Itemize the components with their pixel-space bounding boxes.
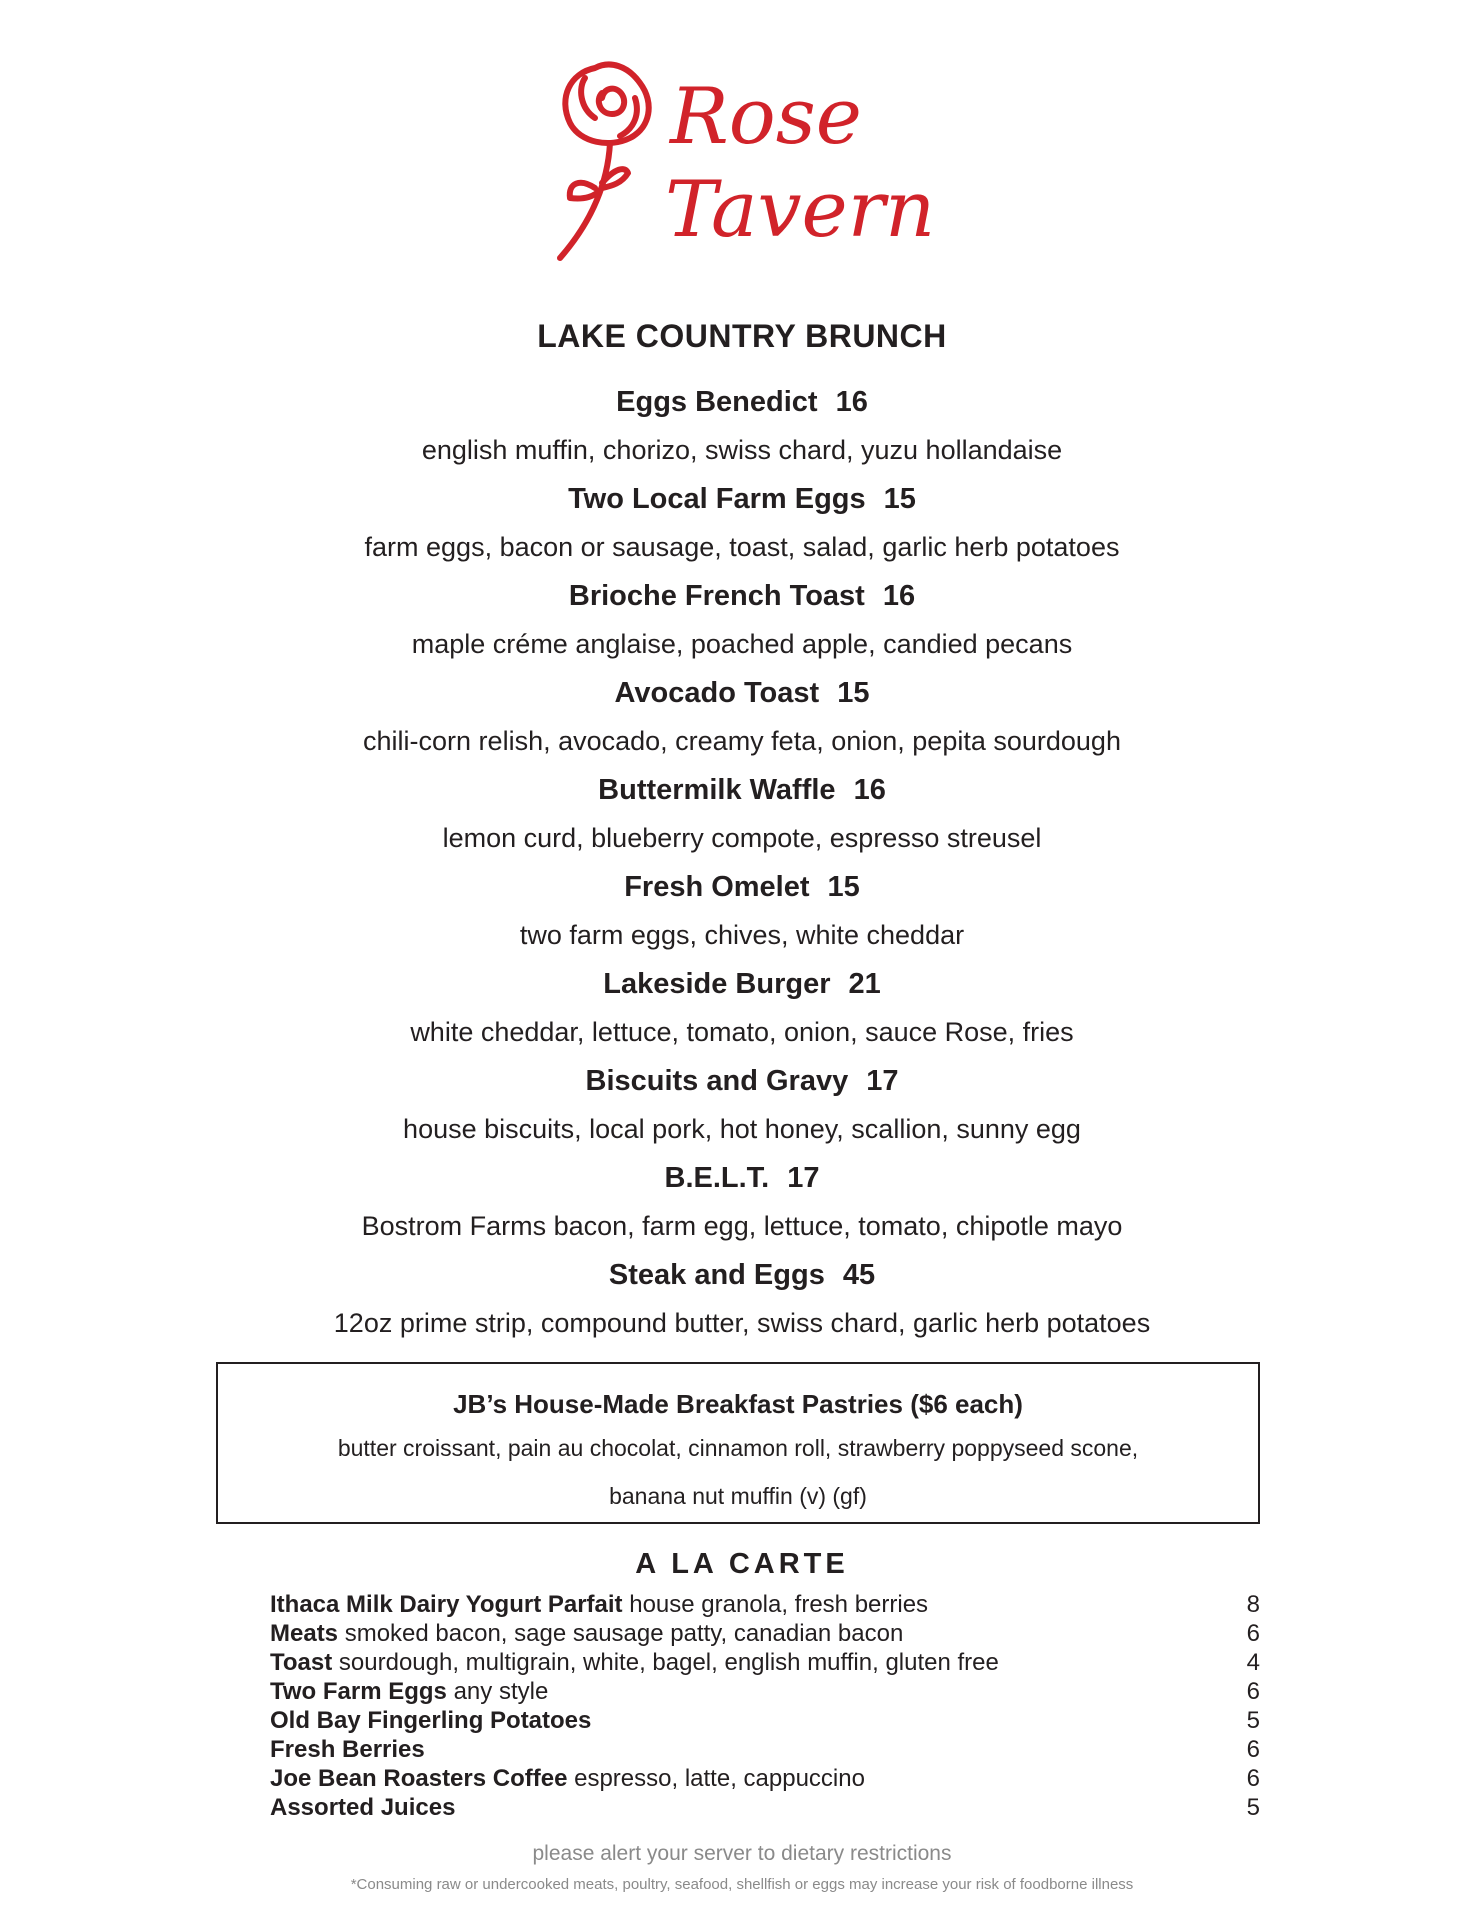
alc-item-detail: house granola, fresh berries — [629, 1591, 929, 1618]
item-description: house biscuits, local pork, hot honey, scallion, sunny egg — [403, 1114, 1081, 1144]
alc-item-price: 5 — [1246, 1707, 1260, 1734]
rose-tavern-logo — [540, 48, 940, 268]
item-description: farm eggs, bacon or sausage, toast, salad, garlic herb potatoes — [364, 532, 1120, 562]
alc-item-name: Assorted Juices — [270, 1794, 456, 1821]
a-la-carte-item — [270, 1764, 1260, 1793]
alc-item-price: 8 — [1246, 1591, 1260, 1618]
alc-item-price: 6 — [1246, 1678, 1260, 1705]
alc-item-name: Two Farm Eggs — [270, 1678, 447, 1705]
item-description: chili-corn relish, avocado, creamy feta, onion, pepita sourdough — [363, 726, 1121, 756]
a-la-carte-item — [270, 1706, 1260, 1735]
menu-item — [0, 475, 1484, 572]
item-description: Bostrom Farms bacon, farm egg, lettuce, tomato, chipotle mayo — [361, 1211, 1123, 1241]
a-la-carte-item — [270, 1619, 1260, 1648]
item-name: Biscuits and Gravy — [585, 1065, 849, 1097]
item-name: Brioche French Toast — [568, 580, 865, 612]
alc-item-name: Old Bay Fingerling Potatoes — [270, 1707, 592, 1734]
item-price: 16 — [882, 580, 916, 612]
dietary-note: please alert your server to dietary restrictions — [532, 1842, 952, 1865]
menu-item — [0, 766, 1484, 863]
menu-item — [0, 960, 1484, 1057]
alc-item-price: 6 — [1246, 1620, 1260, 1647]
a-la-carte-title: A LA CARTE — [635, 1548, 849, 1580]
item-price: 15 — [883, 483, 916, 515]
item-name: Avocado Toast — [614, 677, 820, 709]
item-description: maple créme anglaise, poached apple, candied pecans — [411, 629, 1073, 659]
menu-item — [0, 863, 1484, 960]
pastries-line-2: banana nut muffin (v) (gf) — [609, 1483, 867, 1509]
foodborne-disclaimer: *Consuming raw or undercooked meats, poultry, seafood, shellfish or eggs may increase your risk of foodborne illness — [350, 1876, 1134, 1893]
menu-item — [0, 1154, 1484, 1251]
menu-item — [0, 669, 1484, 766]
rose-icon — [560, 64, 649, 258]
pastries-box — [216, 1362, 1260, 1524]
pastries-title: JB’s House-Made Breakfast Pastries ($6 each) — [453, 1389, 1023, 1419]
alc-item-name: Ithaca Milk Dairy Yogurt Parfait — [270, 1591, 623, 1618]
pastries-line-1: butter croissant, pain au chocolat, cinnamon roll, strawberry poppyseed scone, — [337, 1435, 1139, 1461]
logo-line-2: Tavern — [665, 165, 936, 255]
item-description: 12oz prime strip, compound butter, swiss chard, garlic herb potatoes — [333, 1308, 1151, 1338]
item-price: 17 — [787, 1162, 820, 1194]
a-la-carte-item — [270, 1793, 1260, 1822]
item-description: english muffin, chorizo, swiss chard, yuzu hollandaise — [421, 435, 1063, 465]
alc-item-detail: smoked bacon, sage sausage patty, canadian bacon — [344, 1620, 904, 1647]
menu-item — [0, 1057, 1484, 1154]
item-price: 21 — [848, 968, 881, 1000]
alc-item-price: 5 — [1246, 1794, 1260, 1821]
item-price: 16 — [835, 386, 868, 418]
item-name: Fresh Omelet — [624, 871, 810, 903]
item-name: Eggs Benedict — [616, 386, 818, 418]
section-title: LAKE COUNTRY BRUNCH — [537, 318, 947, 354]
menu-item — [0, 572, 1484, 669]
a-la-carte-item — [270, 1648, 1260, 1677]
item-price: 15 — [837, 677, 870, 709]
item-price: 45 — [842, 1259, 876, 1291]
alc-item-name: Toast — [270, 1649, 333, 1676]
alc-item-price: 6 — [1246, 1765, 1260, 1792]
logo-line-1: Rose — [670, 72, 862, 162]
item-description: lemon curd, blueberry compote, espresso streusel — [442, 823, 1042, 853]
a-la-carte-list — [270, 1590, 1260, 1822]
alc-item-detail: any style — [453, 1678, 549, 1705]
a-la-carte-item — [270, 1590, 1260, 1619]
item-name: Buttermilk Waffle — [598, 774, 836, 806]
item-price: 17 — [866, 1065, 899, 1097]
alc-item-detail: sourdough, multigrain, white, bagel, english muffin, gluten free — [338, 1649, 999, 1676]
alc-item-detail: espresso, latte, cappuccino — [574, 1765, 865, 1792]
alc-item-name: Meats — [270, 1620, 339, 1647]
alc-item-price: 6 — [1246, 1736, 1260, 1763]
item-price: 15 — [827, 871, 860, 903]
item-description: white cheddar, lettuce, tomato, onion, sauce Rose, fries — [410, 1017, 1074, 1047]
item-name: Steak and Eggs — [608, 1259, 825, 1291]
alc-item-name: Joe Bean Roasters Coffee — [270, 1765, 568, 1792]
item-name: Two Local Farm Eggs — [568, 483, 866, 515]
a-la-carte-item — [270, 1735, 1260, 1764]
item-name: B.E.L.T. — [664, 1162, 770, 1194]
menu-item — [0, 1251, 1484, 1348]
item-name: Lakeside Burger — [603, 968, 831, 1000]
a-la-carte-item — [270, 1677, 1260, 1706]
alc-item-name: Fresh Berries — [270, 1736, 425, 1763]
menu-item — [0, 378, 1484, 475]
item-price: 16 — [853, 774, 886, 806]
alc-item-price: 4 — [1246, 1649, 1260, 1676]
brunch-menu — [0, 378, 1484, 1348]
item-description: two farm eggs, chives, white cheddar — [519, 920, 965, 950]
